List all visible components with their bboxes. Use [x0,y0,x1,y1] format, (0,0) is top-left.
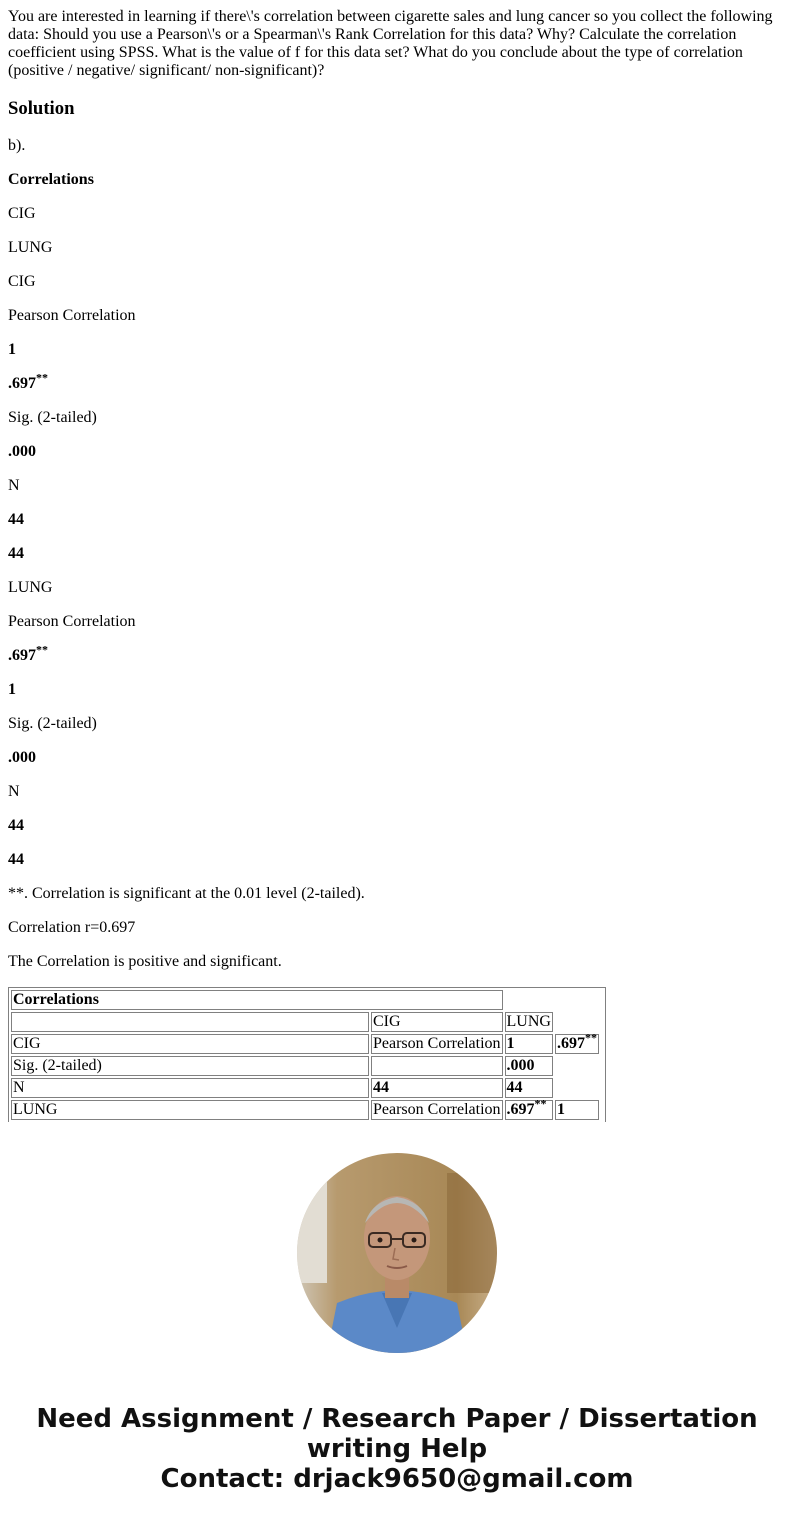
conclusion: The Correlation is positive and significant. [8,953,282,970]
column-header: LUNG [506,1013,551,1030]
table-cell [555,1012,599,1032]
correlations-table [8,987,606,1122]
question-text: You are interested in learning if there\'s correlation between cigarette sales and lung cancer so you collect the following data: Should you use a Pearson\'s or a Spearman\'s Rank Correlation for this data? Why? Calculate the correlation coefficient using SPSS. What is the value of f for this data set? What do you conclude about the type of correlation (positive / negative/ significant/ non-significant)? [8,8,773,79]
table-cell [11,1012,369,1032]
cig-header: CIG [8,205,36,222]
table-title: Correlations [11,990,503,1010]
solution-document [8,8,786,1122]
correlations-title: Correlations [8,171,94,188]
correlation-value: .697 [506,1101,535,1118]
sig-label: Sig. (2-tailed) [8,715,97,732]
row-header: CIG [11,1034,369,1054]
table-cell: Pearson Correlation [373,1035,501,1052]
contact-email: Contact: drjack9650@gmail.com [160,1464,634,1494]
banner-line: Need Assignment / Research Paper / Dissertation [36,1404,758,1434]
table-cell [555,1078,599,1098]
row-header: LUNG [11,1100,369,1120]
correlation-value: .697 [556,1035,585,1052]
cig-row-label: CIG [8,273,36,290]
table-cell: Pearson Correlation [373,1101,501,1118]
lung-row-label: LUNG [8,579,53,596]
correlation-value: .697 [8,375,36,392]
column-header: CIG [371,1012,503,1032]
table-cell: 1 [555,1100,599,1120]
correlation-value: .697 [8,647,36,664]
n-label: N [8,477,20,494]
n-value: 44 [8,511,24,528]
table-cell: 44 [371,1078,503,1098]
significance-marker: ** [584,1030,597,1045]
table-cell [555,1030,599,1054]
pearson-value: 1 [8,681,16,698]
table-cell: Sig. (2-tailed) [11,1056,369,1076]
table-cell [371,1056,503,1076]
sig-value: .000 [8,749,36,766]
part-label: b). [8,137,26,154]
lung-header: LUNG [8,239,53,256]
table-row [11,1100,603,1120]
pearson-label: Pearson Correlation [8,613,136,630]
n-value: 44 [8,851,24,868]
footnote: **. Correlation is significant at the 0.01 level (2-tailed). [8,885,365,902]
banner-line: writing Help [306,1434,488,1464]
table-row [11,1078,603,1098]
table-cell [505,990,553,1010]
sig-value: .000 [8,443,36,460]
author-photo [297,1153,497,1353]
significance-marker: ** [36,642,48,657]
solution-heading: Solution [8,98,75,119]
table-cell: .000 [505,1056,553,1076]
table-cell: 1 [505,1034,553,1054]
table-cell: N [11,1078,369,1098]
table-row [11,990,603,1010]
sig-label: Sig. (2-tailed) [8,409,97,426]
pearson-value [8,642,786,665]
author-avatar [297,1153,497,1353]
contact-banner [0,1404,794,1494]
table-row [11,1012,603,1032]
n-label: N [8,783,20,800]
table-row [11,1056,603,1076]
table-cell [601,990,603,1010]
significance-marker: ** [534,1096,547,1111]
significance-marker: ** [36,370,48,385]
correlation-result: Correlation r=0.697 [8,919,136,936]
pearson-value: 1 [8,341,16,358]
n-value: 44 [8,817,24,834]
pearson-value [8,370,786,393]
pearson-label: Pearson Correlation [8,307,136,324]
table-cell [505,1096,553,1120]
table-cell: 44 [505,1078,553,1098]
n-value: 44 [8,545,24,562]
table-row [11,1034,603,1054]
table-cell [555,990,599,1010]
table-cell [555,1056,599,1076]
